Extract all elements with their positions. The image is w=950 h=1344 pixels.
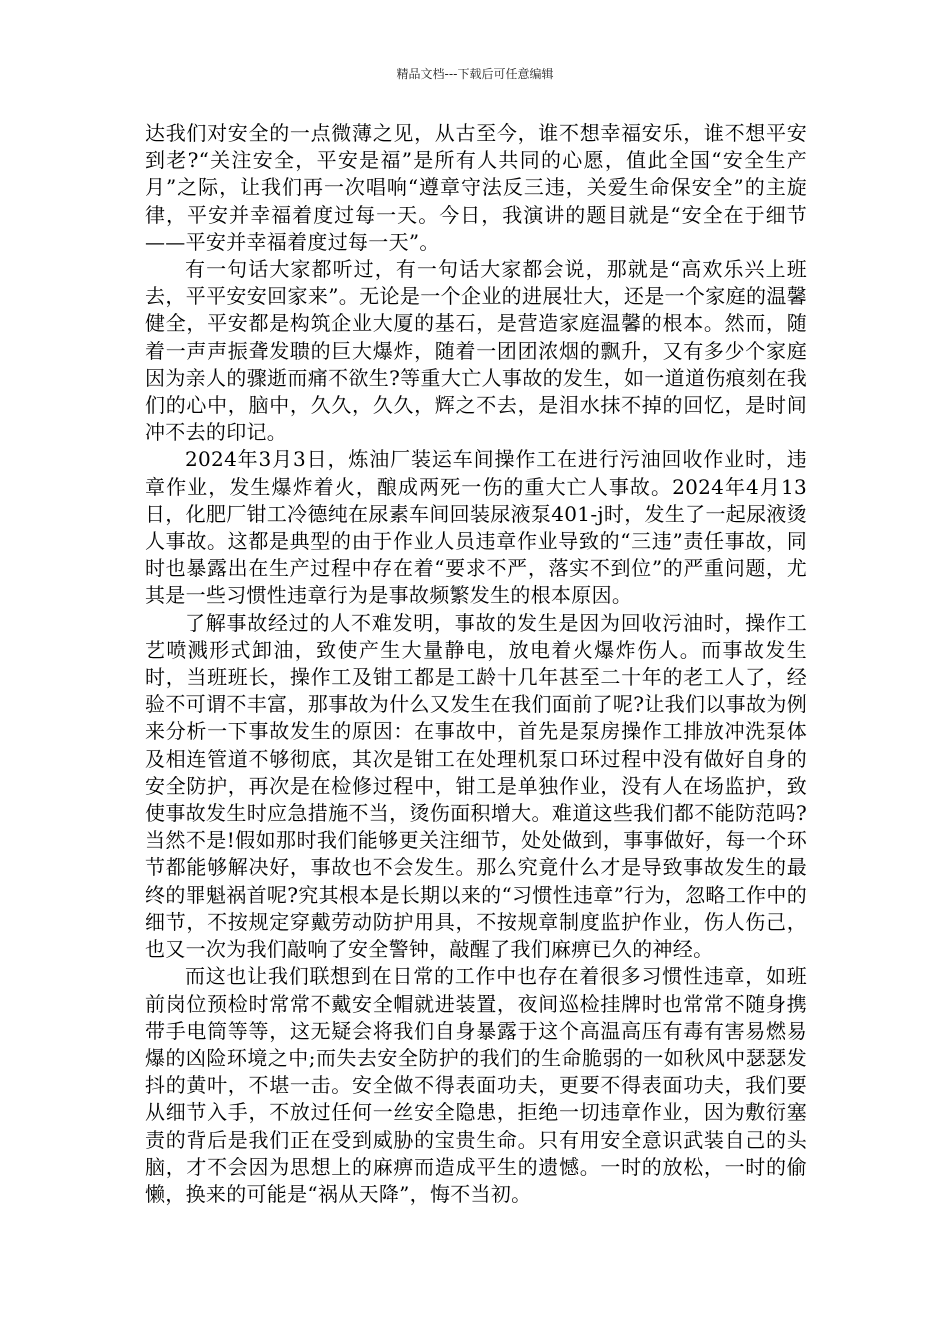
paragraph: 而这也让我们联想到在日常的工作中也存在着很多习惯性违章，如班前岗位预检时常常不戴安全帽就进装置，夜间巡检挂牌时也常常不随身携带手电筒等等，这无疑会将我们自身暴露于这个高温高压有毒有害易燃易爆的凶险环境之中;而失去安全防护的我们的生命脆弱的一如秋风中瑟瑟发抖的黄叶，不堪一击。安全做不得表面功夫，更要不得表面功夫，我们要从细节入手，不放过任何一丝安全隐患，拒绝一切违章作业，因为敷衍塞责的背后是我们正在受到威胁的宝贵生命。只有用安全意识武装自己的头脑，才不会因为思想上的麻痹而造成平生的遗憾。一时的放松，一时的偷懒，换来的可能是“祸从天降”，悔不当初。 bbox=[145, 964, 807, 1206]
document-body bbox=[145, 120, 807, 1208]
page-header: 精品文档---下载后可任意编辑 bbox=[396, 67, 554, 81]
paragraph: 有一句话大家都听过，有一句话大家都会说，那就是“高欢乐兴上班去，平平安安回家来”。无论是一个企业的进展壮大，还是一个家庭的温馨健全，平安都是构筑企业大厦的基石，是营造家庭温馨的根本。然而，随着一声声振聋发聩的巨大爆炸，随着一团团浓烟的飘升，又有多少个家庭因为亲人的骤逝而痛不欲生?等重大亡人事故的发生，如一道道伤痕刻在我们的心中，脑中，久久，久久，辉之不去，是泪水抹不掉的回忆，是时间冲不去的印记。 bbox=[145, 257, 807, 445]
paragraph: 2024年3月3日，炼油厂装运车间操作工在进行污油回收作业时，违章作业，发生爆炸着火，酿成两死一伤的重大亡人事故。2024年4月13日，化肥厂钳工冷德纯在尿素车间回装尿液泵401-j时，发生了一起尿液烫人事故。这都是典型的由于作业人员违章作业导致的“三违”责任事故，同时也暴露出在生产过程中存在着“要求不严，落实不到位”的严重问题，尤其是一些习惯性违章行为是事故频繁发生的根本原因。 bbox=[145, 447, 807, 608]
paragraph: 了解事故经过的人不难发明，事故的发生是因为回收污油时，操作工艺喷溅形式卸油，致使产生大量静电，放电着火爆炸伤人。而事故发生时，当班班长，操作工及钳工都是工龄十几年甚至二十年的老工人了，经验不可谓不丰富，那事故为什么又发生在我们面前了呢?让我们以事故为例来分析一下事故发生的原因：在事故中，首先是泵房操作工排放冲洗泵体及相连管道不够彻底，其次是钳工在处理机泵口环过程中没有做好自身的安全防护，再次是在检修过程中，钳工是单独作业，没有人在场监护，致使事故发生时应急措施不当，烫伤面积增大。难道这些我们都不能防范吗?当然不是!假如那时我们能够更关注细节，处处做到，事事做好，每一个环节都能够解决好，事故也不会发生。那么究竟什么才是导致事故发生的最终的罪魁祸首呢?究其根本是长期以来的“习惯性违章”行为，忽略工作中的细节，不按规定穿戴劳动防护用具，不按规章制度监护作业，伤人伤己，也又一次为我们敲响了安全警钟，敲醒了我们麻痹已久的神经。 bbox=[145, 610, 807, 962]
paragraph-continuation: 达我们对安全的一点微薄之见，从古至今，谁不想幸福安乐，谁不想平安到老?“关注安全，平安是福”是所有人共同的心愿，值此全国“安全生产月”之际，让我们再一次唱响“遵章守法反三违，关爱生命保安全”的主旋律，平安并幸福着度过每一天。今日，我演讲的题目就是“安全在于细节——平安并幸福着度过每一天”。 bbox=[145, 121, 807, 254]
